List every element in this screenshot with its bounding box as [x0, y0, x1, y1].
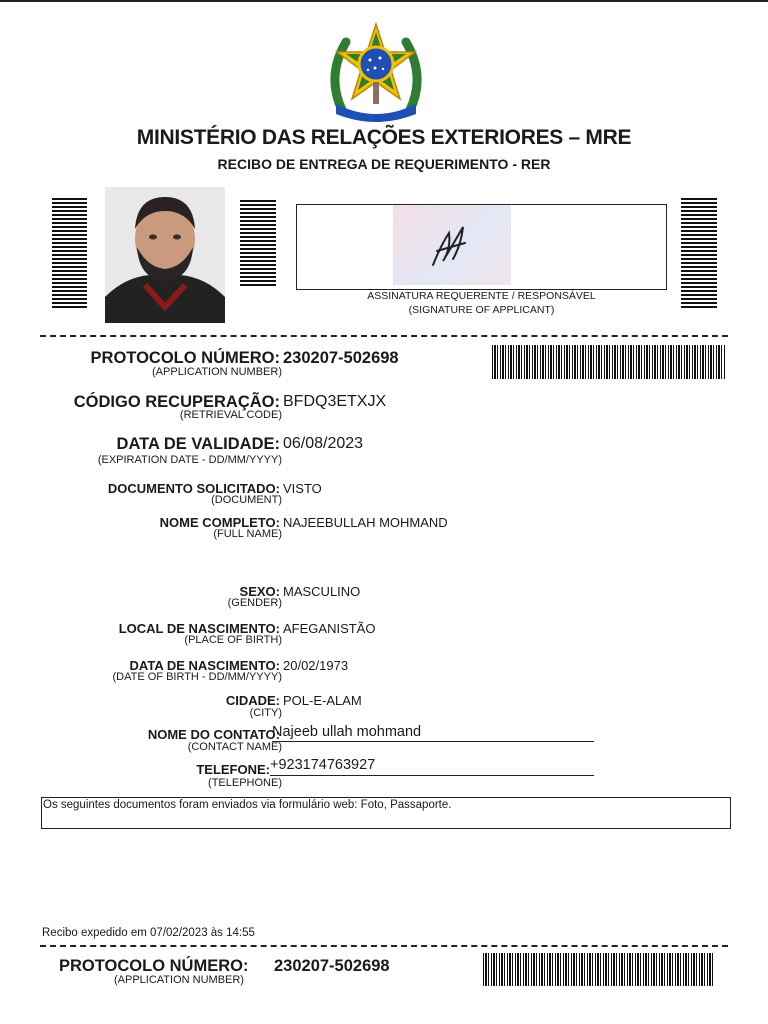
- dashed-divider-top: [40, 335, 728, 337]
- protocolo-sub: (APPLICATION NUMBER): [152, 366, 282, 378]
- issued-text: Recibo expedido em 07/02/2023 às 14:55: [42, 927, 255, 939]
- validade-label: DATA DE VALIDADE:: [116, 435, 280, 453]
- barcode-right: [681, 198, 717, 308]
- top-border: [0, 0, 768, 2]
- barcode-left: [52, 198, 87, 308]
- notes-text: Os seguintes documentos foram enviados via formulário web: Foto, Passaporte.: [43, 799, 452, 811]
- applicant-photo: [105, 187, 225, 323]
- telefone-value: +923174763927: [270, 757, 594, 776]
- signature-scribble-icon: [393, 205, 511, 285]
- signature-image: [393, 205, 511, 285]
- signature-label-en: (SIGNATURE OF APPLICANT): [408, 304, 555, 316]
- documento-value: VISTO: [283, 481, 322, 496]
- barcode-protocolo: [492, 345, 726, 379]
- cidade-value: POL-E-ALAM: [283, 693, 362, 708]
- cidade-label: CIDADE:: [225, 693, 280, 708]
- contato-value: Najeeb ullah mohmand: [272, 724, 594, 742]
- barcode-center: [240, 200, 276, 286]
- ministry-title: MINISTÉRIO DAS RELAÇÕES EXTERIORES – MRE: [136, 126, 632, 149]
- nome-value: NAJEEBULLAH MOHMAND: [283, 515, 448, 530]
- sexo-value: MASCULINO: [283, 584, 361, 599]
- footer-protocolo-value: 230207-502698: [274, 957, 390, 975]
- protocolo-value: 230207-502698: [283, 349, 399, 367]
- local-nasc-sub: (PLACE OF BIRTH): [184, 634, 282, 646]
- codigo-sub: (RETRIEVAL CODE): [179, 409, 282, 421]
- data-nasc-value: 20/02/1973: [283, 658, 349, 673]
- signature-box: [296, 204, 667, 290]
- local-nasc-value: AFEGANISTÃO: [283, 621, 376, 636]
- contato-label: NOME DO CONTATO:: [147, 727, 280, 742]
- notes-box: [41, 797, 731, 829]
- codigo-label: CÓDIGO RECUPERAÇÃO:: [73, 393, 280, 411]
- telefone-sub: (TELEPHONE): [208, 777, 282, 789]
- codigo-value: BFDQ3ETXJX: [283, 393, 387, 410]
- sexo-label: SEXO:: [239, 584, 280, 599]
- cidade-sub: (CITY): [249, 707, 282, 719]
- documento-sub: (DOCUMENT): [211, 494, 282, 506]
- contato-sub: (CONTACT NAME): [187, 741, 282, 753]
- sexo-sub: (GENDER): [227, 597, 282, 609]
- protocolo-label: PROTOCOLO NÚMERO:: [90, 349, 280, 367]
- validade-value: 06/08/2023: [283, 435, 364, 452]
- dashed-divider-bottom: [40, 945, 728, 947]
- footer-protocolo-label: PROTOCOLO NÚMERO:: [59, 957, 249, 975]
- data-nasc-label: DATA DE NASCIMENTO:: [129, 658, 280, 673]
- validade-sub: (EXPIRATION DATE - DD/MM/YYYY): [97, 454, 282, 466]
- barcode-footer: [483, 953, 715, 986]
- data-nasc-sub: (DATE OF BIRTH - DD/MM/YYYY): [112, 671, 282, 683]
- nome-label: NOME COMPLETO:: [159, 515, 280, 530]
- brazil-coat-of-arms-icon: [322, 22, 430, 130]
- telefone-label: TELEFONE:: [196, 762, 270, 777]
- nome-sub: (FULL NAME): [213, 528, 282, 540]
- local-nasc-label: LOCAL DE NASCIMENTO:: [118, 621, 280, 636]
- footer-protocolo-sub: (APPLICATION NUMBER): [114, 974, 244, 986]
- signature-label-pt: ASSINATURA REQUERENTE / RESPONSÁVEL: [367, 290, 596, 302]
- documento-label: DOCUMENTO SOLICITADO:: [107, 481, 280, 496]
- receipt-title: RECIBO DE ENTREGA DE REQUERIMENTO - RER: [217, 156, 551, 172]
